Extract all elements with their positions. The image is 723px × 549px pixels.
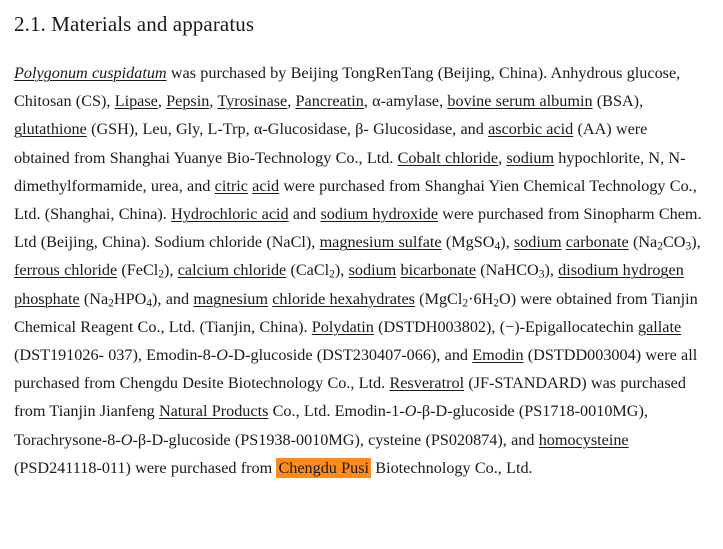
text-run: -β-D-glucoside (PS1938-0010MG), cysteine (132, 430, 422, 449)
text-run: magnesium sulfate (319, 233, 442, 252)
text-run: Cobalt chloride (397, 148, 499, 167)
subscript: 4 (146, 297, 153, 310)
subscript: 4 (494, 240, 501, 253)
subscript: 2 (493, 297, 500, 310)
text-run: Pancreatin (295, 92, 364, 111)
text-run: Lipase (114, 92, 158, 111)
text-run: Co., Ltd. Emodin-1- (268, 402, 405, 421)
text-run: O) were obtained from Tianjin Chemical Reagent Co., (14, 289, 698, 336)
page-title: 2.1. Materials and apparatus (14, 12, 255, 36)
text-run: -β-D-glucoside (416, 402, 515, 421)
text-run: calcium chloride (177, 261, 287, 280)
text-run: ), (164, 261, 178, 280)
text-run: Polydatin (311, 317, 374, 336)
text-run: sodium hydroxide (320, 205, 439, 224)
text-run: purchased from Chengdu Desite Biotechnology Co., Ltd. (14, 374, 390, 393)
text-run: ), (334, 261, 349, 280)
text-run: bicarbonate (400, 261, 477, 280)
text-run: (AA) were obtained from Shanghai Yuanye Bio-Technology (14, 120, 648, 167)
text-run: sodium (348, 261, 397, 280)
text-run: O (120, 430, 133, 449)
subscript: 2 (462, 297, 469, 310)
materials-paragraph: Polygonum cuspidatum was purchased by Beijing TongRenTang (Beijing, China). Anhydrous glucose, Chitosan (CS), Lipase, Pepsin, Tyrosinase, Pancreatin, α-amylase, bovine serum albumin (BSA), glutathione (GSH), Leu, Gly, L-Trp, α-Glucosidase, β- Glucosidase, and ascorbic acid (AA) were obtained from Shanghai Yuanye Bio-Technology Co., Ltd. Cobalt chloride, sodium hypochlorite, N, N-dimethylformamide, urea, and citric acid were purchased from Shanghai Yien Chemical Technology Co., Ltd. (Shanghai, China). Hydrochloric acid and sodium hydroxide were purchased from Sinopharm Chem. Ltd (Beijing, China). Sodium chloride (NaCl), magnesium sulfate (MgSO$_4$), sodium carbonate $(Na_2CO_3)$, ferrous chloride (FeCl$_2$), calcium chloride (CaCl$_2$), sodium bicarbonate (NaHCO$_3$), disodium hydrogen phosphate $(Na_2HPO_4)$, and magnesium chloride hexahydrates $(MgCl_2\cdot 6H_2O)$ were obtained from Tianjin Chemical Reagent Co., Ltd. (Tianjin, China). Polydatin (DSTDH003802), (−)-Epigallocatechin gallate (DST191026- 037), Emodin-8-O-D-glucoside (DST230407-066), and Emodin (DSTDD003004) were all purchased from Chengdu Desite Biotechnology Co., Ltd. Resveratrol (JF-STANDARD) was purchased from Tianjin Jianfeng Natural Products Co., Ltd. Emodin-1-O-β-D-glucoside (PS1718-0010MG), Torachrysone-8-O-β-D-glucoside (PS1938-0010MG), cysteine (PS020874), and homocysteine (PSD241118-011) were purchased from Chengdu Pusi Biotechnology Co., Ltd. (14, 64, 702, 477)
text-run: was purchased by Beijing TongRenTang (Beijing, China). (166, 64, 548, 82)
subscript: 2 (108, 297, 114, 310)
text-run: (BSA), (592, 92, 644, 111)
text-run: ·6H (468, 289, 494, 308)
text-run: were purchased from Sinopharm Chem. (438, 205, 702, 224)
text-run: hypochlorite, N, N-dimethylformamide, urea, and (14, 148, 686, 195)
subscript: 2 (158, 268, 165, 281)
text-run: China). (118, 205, 172, 224)
text-run: carbonate (565, 233, 629, 252)
text-run: Pepsin (166, 92, 210, 111)
text-run: (DST191026- (14, 346, 104, 365)
text-run: homocysteine (538, 430, 629, 449)
text-run: , α-amylase, (363, 92, 444, 111)
text-run: HPO (113, 289, 147, 308)
text-run: magnesium (193, 289, 268, 308)
text-run: -D-glucoside (DST230407-066), and (228, 346, 473, 365)
text-run: (Na (79, 289, 109, 308)
text-run: (DSTDD003004) were all (523, 346, 698, 365)
text-run: Co., Ltd. (335, 148, 398, 167)
text-run: Glucosidase, and (373, 120, 489, 139)
text-run: (NaHCO (476, 261, 539, 280)
text-run: ferrous chloride (14, 261, 118, 280)
text-run: ), (691, 233, 701, 252)
text-run: CO (662, 233, 686, 252)
text-run: ), (500, 233, 514, 252)
text-run: glutathione (14, 120, 87, 139)
text-run: sodium (506, 148, 555, 167)
text-run: (PS1718-0010MG), Torachrysone-8- (14, 402, 648, 449)
text-run: Polygonum cuspidatum (14, 64, 167, 82)
text-run: (CaCl (286, 261, 330, 280)
text-run: (PSD241118-011) were purchased from (14, 458, 277, 477)
text-run: Biotechnology Co., Ltd. (375, 458, 533, 477)
text-run: (MgSO (441, 233, 495, 252)
text-run: acid (252, 176, 280, 195)
text-run: and (288, 205, 321, 224)
text-run: Tyrosinase (217, 92, 288, 111)
text-run: disodium hydrogen phosphate (14, 261, 684, 308)
text-run: O (404, 402, 417, 421)
text-run: (MgCl (414, 289, 463, 308)
text-run: Natural Products (158, 402, 269, 421)
text-run: (Na (628, 233, 658, 252)
text-run: Hydrochloric acid (171, 205, 289, 224)
text-run: Ltd (Beijing, China). Sodium chloride (NaCl), (14, 233, 320, 252)
text-run: (DSTDH003802), (−)-Epigallocatechin (373, 317, 639, 336)
text-run: chloride hexahydrates (272, 289, 415, 308)
text-run: Emodin (472, 346, 524, 365)
text-run: gallate (638, 317, 682, 336)
subscript: 2 (657, 240, 663, 253)
text-run: (JF-STANDARD) was (464, 374, 617, 393)
text-run: (GSH), Leu, Gly, L-Trp, α-Glucosidase, β- (86, 120, 369, 139)
highlighted-text: Chengdu Pusi (278, 458, 370, 477)
text-run: 037), Emodin-8- (108, 346, 217, 365)
subscript: 3 (538, 268, 545, 281)
text-run: (PS020874), and (425, 430, 539, 449)
text-run: Ltd. (Tianjin, China). (168, 317, 312, 336)
text-run: purchased from Tianjin Jianfeng (14, 374, 686, 421)
text-run: sodium (513, 233, 562, 252)
text-run: Resveratrol (389, 374, 465, 393)
text-run: citric (214, 176, 248, 195)
subscript: 2 (329, 268, 335, 281)
text-run: ), and (152, 289, 194, 308)
text-run: ), (544, 261, 559, 280)
text-run: ascorbic acid (488, 120, 574, 139)
subscript: 3 (685, 240, 692, 253)
text-run: Anhydrous glucose, Chitosan (CS), (14, 64, 681, 111)
text-run: (FeCl (117, 261, 159, 280)
text-run: were purchased from Shanghai Yien Chemical Technology Co., Ltd. (Shanghai, (14, 176, 697, 224)
text-run: bovine serum albumin (447, 92, 593, 111)
text-run: O (216, 346, 228, 365)
